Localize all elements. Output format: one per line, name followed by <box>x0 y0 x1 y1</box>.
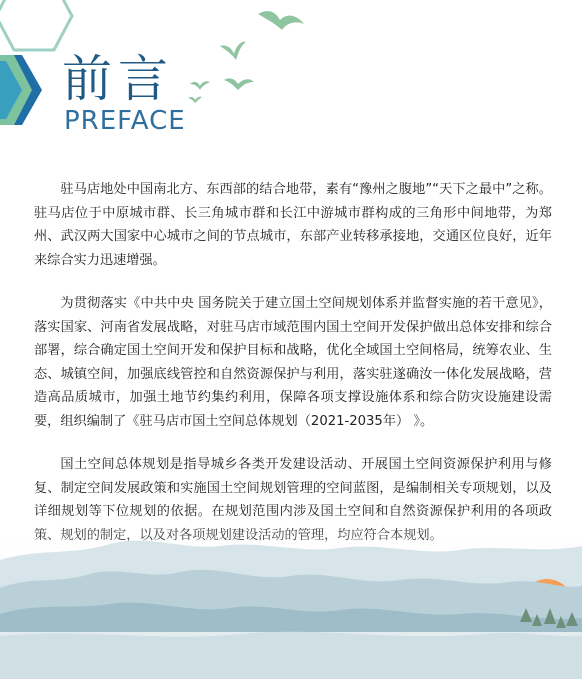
paragraph: 为贯彻落实《中共中央 国务院关于建立国土空间规划体系并监督实施的若干意见》，落实国家、河南省发展战略，对驻马店市域范围内国土空间开发保护做出总体安排和综合部署，综合确定国土空间开发和保护目标和战略，优化全域国土空间格局，统筹农业、生态、城镇空间，加强底线管控和自然资源保护与利用，落实驻遂确汝一体化发展战略，营造高品质城市，加强土地节约集约利用，保障各项支撑设施体系和综合防灾设施建设需要，组织编制了《驻马店市国土空间总体规划（2021-2035年） 》。 <box>34 296 552 429</box>
page-title: 前言 <box>62 50 174 108</box>
side-tab-decoration-icon <box>0 55 50 125</box>
page-subtitle: PREFACE <box>64 106 186 136</box>
flying-birds-icon <box>180 0 320 110</box>
preface-body <box>34 178 552 567</box>
mountain-landscape-illustration <box>0 510 582 679</box>
paragraph: 国土空间总体规划是指导城乡各类开发建设活动、开展国土空间资源保护利用与修复、制定空间发展政策和实施国土空间规划管理的空间蓝图，是编制相关专项规划，以及 <box>34 457 552 496</box>
paragraph: 驻马店地处中国南北方、东西部的结合地带，素有“豫州之腹地”“天下之最中”之称。驻马店位于中原城市群、长三角城市群和长江中游城市群构成的三角形中间地带，为郑州、武汉两大国家中心城市之间的节点城市，东部产业转移承接地，交通区位良好，近年来综合实力迅速增强。 <box>34 182 552 268</box>
